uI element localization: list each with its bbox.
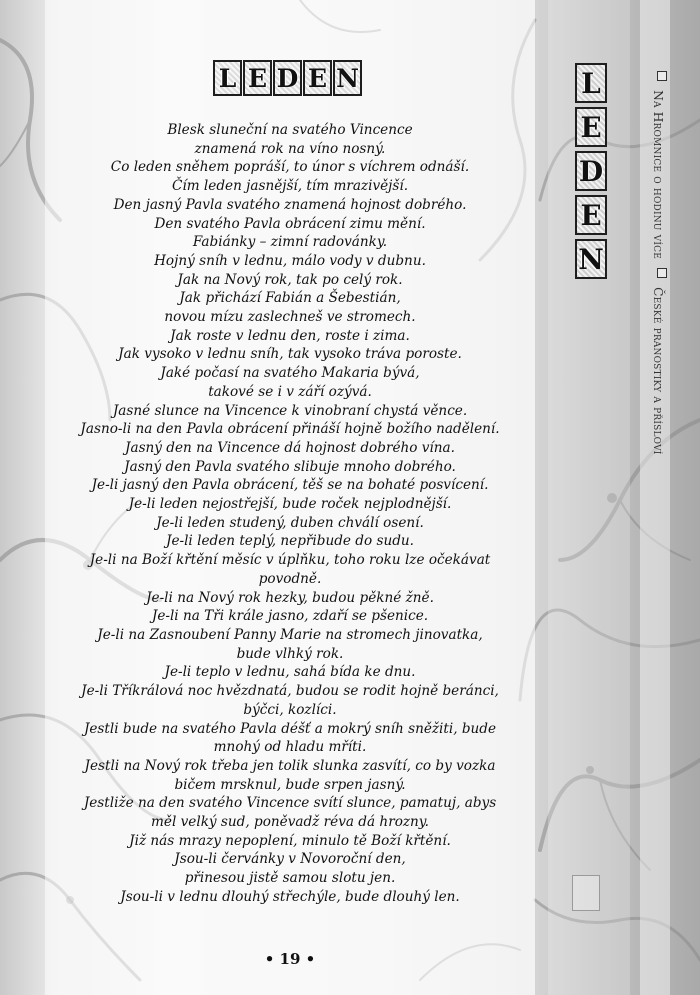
side-title [575,63,607,279]
square-bullet-icon [657,268,667,278]
proverb-line: přinesou jistě samou slotu jen. [184,870,396,887]
proverb-line: bičem mrsknul, bude srpen jasný. [174,776,406,793]
proverb-line: Je-li na Nový rok hezky, budou pěkné žně. [146,589,434,606]
square-bullet-icon [657,71,667,81]
proverb-line: měl velký sud, poněvadž réva dá hrozny. [151,814,429,831]
title-letter: L [213,60,242,96]
proverb-line: povodně. [258,570,322,587]
proverb-line: Je-li na Tři krále jasno, zdaří se pšenice. [151,608,429,625]
proverb-line: Je-li na Zasnoubení Panny Marie na stromech jinovatka, [97,626,483,643]
side-title-letter: D [575,151,607,191]
title-letter: N [333,60,362,96]
running-head [651,66,667,455]
running-head-subtitle: České pranostiky a přísloví [651,287,665,455]
proverb-line: Jasný den Pavla svatého slibuje mnoho dobrého. [124,458,456,475]
proverb-list [50,121,530,907]
proverb-line: Jasné slunce na Vincence k vinobraní chystá věnce. [112,402,468,419]
proverb-line: Je-li na Boží křtění měsíc v úplňku, toho roku lze očekávat [89,552,491,569]
proverb-line: Blesk sluneční na svatého Vincence [167,122,413,138]
proverb-line: Je-li Tříkrálová noc hvězdnatá, budou se rodit hojně beránci, [81,683,499,700]
side-title-letter: N [575,239,607,279]
proverb-line: Jestliže na den svatého Vincence svítí slunce, pamatuj, abys [83,795,497,812]
page-number: • 19 • [264,950,316,968]
proverb-line: Jak vysoko v lednu sníh, tak vysoko tráva poroste. [118,346,462,363]
proverb-line: Jestli na Nový rok třeba jen tolik slunka zasvítí, co by vozka [84,757,496,774]
running-head-title: Na Hromnice o hodinu více [651,90,665,259]
proverb-line: Jasný den na Vincence dá hojnost dobrého vína. [125,439,455,456]
proverb-line: Hojný sníh v lednu, málo vody v dubnu. [154,252,426,269]
proverb-line: novou mízu zaslechneš ve stromech. [164,309,416,326]
proverb-line: Čím leden jasnější, tím mrazivější. [171,178,409,195]
title-letter: E [243,60,272,96]
side-title-letter: E [575,195,607,235]
page-title [213,60,365,98]
proverb-line: mnohý od hladu mříti. [213,739,367,756]
proverb-line: Co leden sněhem popráší, to únor s víchrem odnáší. [110,159,470,176]
proverb-line: Jak roste v lednu den, roste i zima. [170,327,410,344]
proverb-line: takové se i v září ozývá. [208,383,372,400]
proverb-line: Je-li leden nejostřejší, bude roček nejplodnější. [128,496,452,513]
proverb-line: Jsou-li v lednu dlouhý střechýle, bude dlouhý len. [120,888,460,905]
proverb-line: Fabiánky – zimní radovánky. [192,234,388,251]
proverb-line: znamená rok na víno nosný. [194,140,386,157]
side-title-letter: E [575,107,607,147]
proverb-line: Je-li leden teplý, nepřibude do sudu. [166,533,414,550]
proverb-line: Je-li jasný den Pavla obrácení, těš se na bohaté posvícení. [91,477,489,494]
proverb-line: Jasno-li na den Pavla obrácení přináší hojně božího nadělení. [80,421,500,438]
proverb-line: býčci, kozlíci. [243,701,337,718]
proverb-line: Den jasný Pavla svatého znamená hojnost dobrého. [113,196,467,213]
corner-ornament [572,875,600,911]
side-title-letter: L [575,63,607,103]
proverb-line: Jestli bude na svatého Pavla déšť a mokrý sníh sněžiti, bude [83,720,497,737]
proverb-line: Již nás mrazy nepoplení, minulo tě Boží křtění. [129,832,451,849]
proverb-line: Jak přichází Fabián a Šebestián, [179,290,401,307]
title-letter: E [303,60,332,96]
title-letter: D [273,60,302,96]
proverb-line: Jsou-li červánky v Novoroční den, [174,851,406,868]
proverb-line: Je-li teplo v lednu, sahá bída ke dnu. [164,664,416,681]
proverb-line: Je-li leden studený, duben chválí osení. [156,514,424,531]
proverb-line: Den svatého Pavla obrácení zimu mění. [154,215,426,232]
proverb-line: Jaké počasí na svatého Makaria bývá, [160,365,420,382]
proverb-line: bude vlhký rok. [236,645,344,662]
proverb-line: Jak na Nový rok, tak po celý rok. [177,271,403,288]
